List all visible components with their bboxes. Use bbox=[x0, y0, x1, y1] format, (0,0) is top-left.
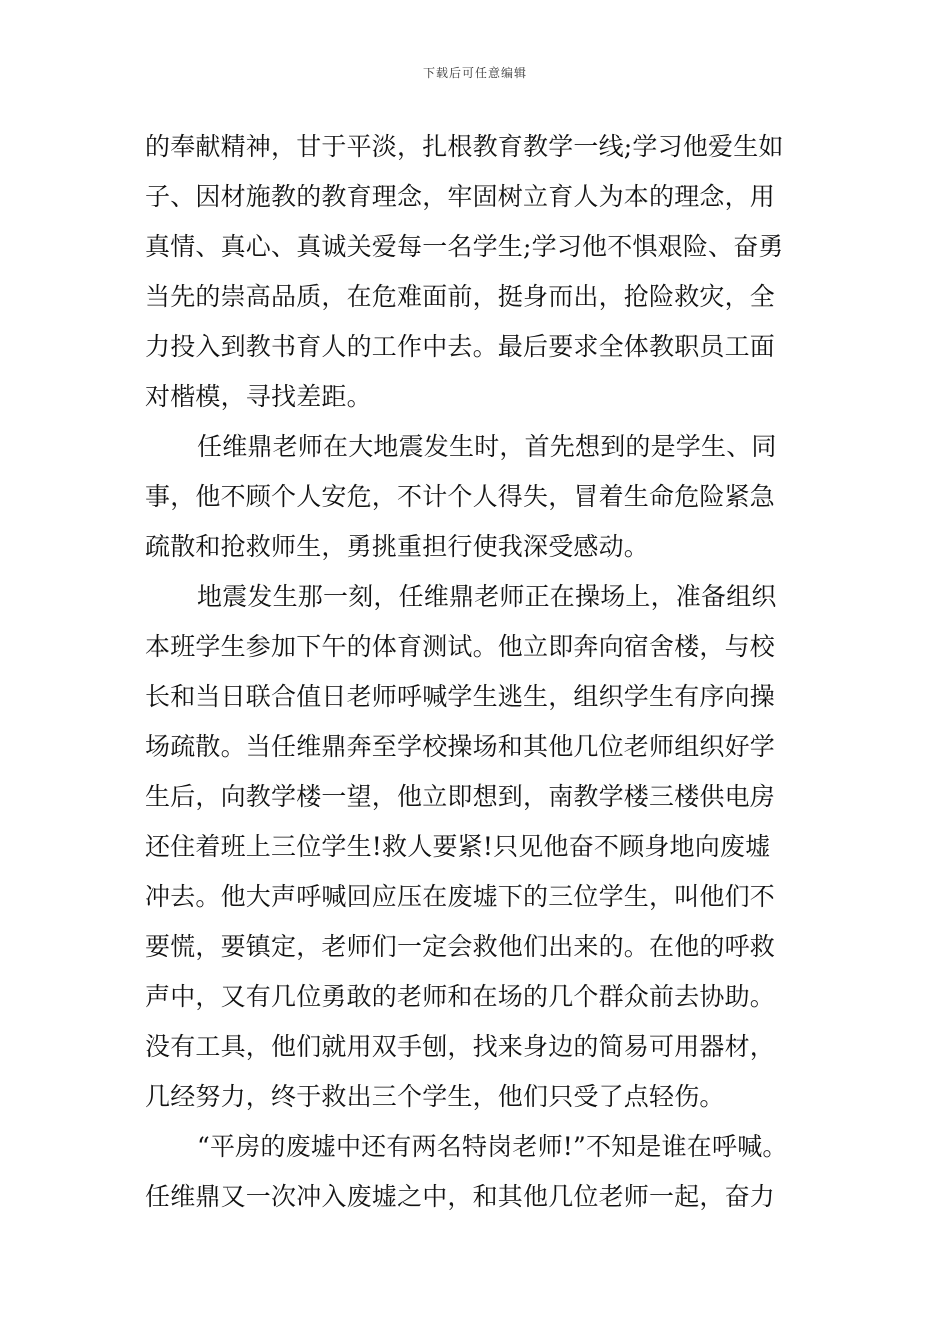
paragraph-first-line: 任维鼎老师在大地震发生时，首先想到的是学生、同 bbox=[197, 432, 777, 461]
text-line: 本班学生参加下午的体育测试。他立即奔向宿舍楼，与校 bbox=[145, 632, 776, 661]
paragraph-first-line: “平房的废墟中还有两名特岗老师!”不知是谁在呼喊。 bbox=[197, 1132, 788, 1161]
paragraph-first-line: 地震发生那一刻，任维鼎老师正在操场上，准备组织 bbox=[197, 582, 777, 611]
text-line: 要慌，要镇定，老师们一定会救他们出来的。在他的呼救 bbox=[145, 932, 776, 961]
text-line: 疏散和抢救师生，勇挑重担行使我深受感动。 bbox=[145, 532, 650, 561]
text-line: 对楷模，寻找差距。 bbox=[145, 382, 372, 411]
document-body bbox=[145, 122, 815, 1222]
text-line: 长和当日联合值日老师呼喊学生逃生，组织学生有序向操 bbox=[145, 682, 776, 711]
text-line: 的奉献精神，甘于平淡，扎根教育教学一线;学习他爱生如 bbox=[145, 132, 784, 161]
text-line: 事，他不顾个人安危，不计个人得失，冒着生命危险紧急 bbox=[145, 482, 776, 511]
text-line: 声中，又有几位勇敢的老师和在场的几个群众前去协助。 bbox=[145, 982, 776, 1011]
text-line: 任维鼎又一次冲入废墟之中，和其他几位老师一起，奋力 bbox=[145, 1182, 776, 1211]
text-line: 场疏散。当任维鼎奔至学校操场和其他几位老师组织好学 bbox=[145, 732, 776, 761]
text-line: 生后，向教学楼一望，他立即想到，南教学楼三楼供电房 bbox=[145, 782, 776, 811]
page-header: 下载后可任意编辑 bbox=[422, 66, 527, 80]
text-line: 几经努力，终于救出三个学生，他们只受了点轻伤。 bbox=[145, 1082, 725, 1111]
text-line: 还住着班上三位学生!救人要紧!只见他奋不顾身地向废墟 bbox=[145, 832, 771, 861]
text-line: 子、因材施教的教育理念，牢固树立育人为本的理念，用 bbox=[145, 182, 776, 211]
text-line: 没有工具，他们就用双手刨，找来身边的简易可用器材， bbox=[145, 1032, 776, 1061]
text-line: 力投入到教书育人的工作中去。最后要求全体教职员工面 bbox=[145, 332, 776, 361]
text-line: 当先的崇高品质，在危难面前，挺身而出，抢险救灾，全 bbox=[145, 282, 776, 311]
text-line: 冲去。他大声呼喊回应压在废墟下的三位学生，叫他们不 bbox=[145, 882, 776, 911]
text-line: 真情、真心、真诚关爱每一名学生;学习他不惧艰险、奋勇 bbox=[145, 232, 784, 261]
